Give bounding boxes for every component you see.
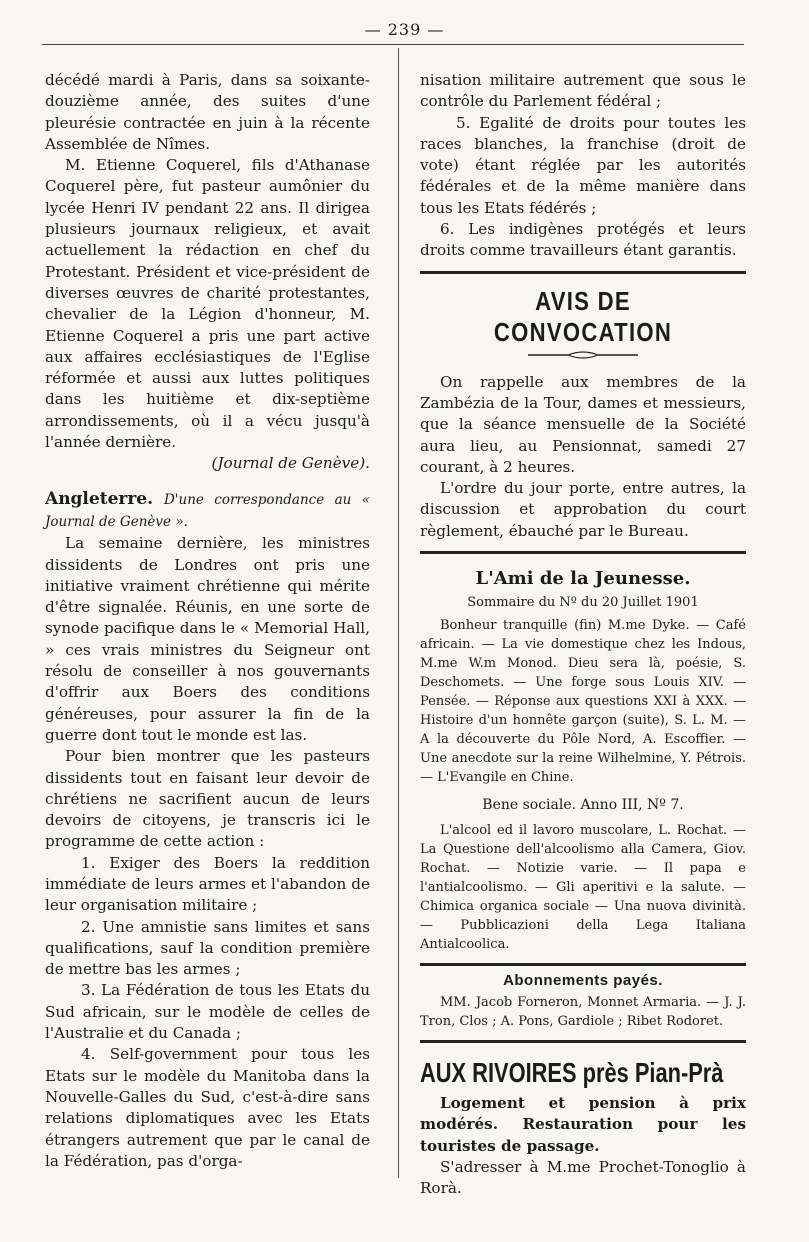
left-column [45, 70, 370, 1172]
abonnements-body: MM. Jacob Forneron, Monnet Armaria. — J. J. Tron, Clos ; A. Pons, Gardiole ; Ribet Rodoret. [420, 995, 746, 1030]
angleterre-subheading: D'une correspondance au « Journal de Genève ». [45, 491, 370, 530]
angleterre-paragraph-1: La semaine dernière, les ministres dissidents de Londres ont pris une initiative vraiment chrétienne qui mérite d'être signalée. Réunis, en une sorte de synode pacifique dans le « Memorial Hall, » ces vrais ministres du Seigneur ont résolu de conseiller à nos gouvernants d'offrir aux Boers des conditions généreuses, pour assurer la fin de la guerre dont tout le monde est las. [45, 534, 370, 744]
program-item-2: 2. Une amnistie sans limites et sans qualifications, sauf la condition première de mettre bas les armes ; [45, 917, 370, 979]
section-rule [420, 963, 746, 966]
program-item-5: 5. Egalité de droits pour toutes les races blanches, la franchise (droit de vote) étant réglée par les autorités fédérales et de la même manière dans tous les Etats fédérés ; [420, 113, 746, 217]
program-continuation: nisation militaire autrement que sous le contrôle du Parlement fédéral ; [420, 71, 746, 111]
section-rule [420, 551, 746, 554]
program-item-4: 4. Self-government pour tous les Etats sur le modèle du Manitoba dans la Nouvelle-Galles du Sud, c'est-à-dire sans relations diplomatiques avec les Etats étrangers autrement que par le canal de la Fédération, pas d'orga- [45, 1045, 370, 1170]
section-rule [420, 1040, 746, 1043]
obituary-paragraph-1: décédé mardi à Paris, dans sa soixante-douzième année, des suites d'une pleurésie contractée en juin à la récente Assemblée de Nîmes. [45, 71, 370, 153]
program-item-6: 6. Les indigènes protégés et leurs droits comme travailleurs étant garantis. [420, 220, 746, 260]
avis-paragraph-2: L'ordre du jour porte, entre autres, la discussion et approbation du court règlement, ébauché par le Bureau. [420, 479, 746, 540]
angleterre-paragraph-2: Pour bien montrer que les pasteurs dissidents tout en faisant leur devoir de chrétiens ne sacrifient aucun de leurs devoirs de citoyens, je transcris ici le programme de cette action : [45, 747, 370, 851]
aux-rivoires-title: AUX RIVOIRES près Pian-Prà [420, 1057, 724, 1089]
program-item-3: 3. La Fédération de tous les Etats du Sud africain, sur le modèle de celles de l'Australie et du Canada ; [45, 981, 370, 1043]
ami-body: Bonheur tranquille (fin) M.me Dyke. — Café africain. — La vie domestique chez les Indous, M.me W.m Monod. Dieu sera là, poésie, S. Deschomets. — Une forge sous Louis XIV. — Pensée. — Réponse aux questions XXI à XXX. — Histoire d'un honnête garçon (suite), S. L. M. — A la découverte du Pôle Nord, A. Escoffier. — Une anecdote sur la reine Wilhelmine, Y. Pétrois. — L'Evangile en Chine. [420, 618, 746, 786]
ami-title: L'Ami de la Jeunesse. [475, 568, 691, 590]
obituary-paragraph-2: M. Etienne Coquerel, fils d'Athanase Coquerel père, fut pasteur aumônier du lycée Henri IV pendant 22 ans. Il dirigea plusieurs journaux religieux, et avait actuellement la rédaction en chef du Protestant. Président et vice-président de diverses œuvres de charité protestantes, chevalier de la Légion d'honneur, M. Etienne Coquerel a pris une part active aux affaires ecclésiastiques de l'Eglise réformée et aussi aux luttes politiques dans les huitième et dix-septième arrondissements, où il a vécu jusqu'à l'année dernière. [45, 156, 370, 452]
angleterre-heading: Angleterre. [45, 488, 154, 509]
section-rule [420, 271, 746, 274]
avis-paragraph-1: On rappelle aux membres de la Zambézia de la Tour, dames et messieurs, que la séance mensuelle de la Société aura lieu, au Pensionnat, samedi 27 courant, à 2 heures. [420, 372, 746, 476]
right-column [420, 70, 746, 1200]
aux-rivoires-paragraph-2: S'adresser à M.me Prochet-Tonoglio à Rorà. [420, 1157, 746, 1198]
obituary-source: (Journal de Genève). [211, 454, 370, 473]
column-divider [398, 48, 399, 1178]
abonnements-title: Abonnements payés. [503, 972, 663, 990]
ami-sommaire: Sommaire du Nº du 20 Juillet 1901 [467, 595, 699, 611]
avis-title: AVIS DE CONVOCATION [493, 285, 673, 347]
page-number: — 239 — [364, 20, 445, 39]
program-item-1: 1. Exiger des Boers la reddition immédiate de leurs armes et l'abandon de leur organisation militaire ; [45, 853, 370, 915]
bene-title: Bene sociale. Anno III, Nº 7. [482, 797, 684, 814]
bene-body: L'alcool ed il lavoro muscolare, L. Rochat. — La Questione dell'alcoolismo alla Camera, Giov. Rochat. — Notizie varie. — Il papa e l'antialcoolismo. — Gli aperitivi e la salute. — Chimica organica sociale — Una nuova divinità. — Pubblicazioni della Lega Italiana Antialcoolica. [420, 823, 746, 953]
header-rule [42, 44, 744, 45]
ornament-divider [528, 350, 638, 360]
aux-rivoires-paragraph-1: Logement et pension à prix modérés. Restauration pour les touristes de passage. [420, 1094, 746, 1155]
